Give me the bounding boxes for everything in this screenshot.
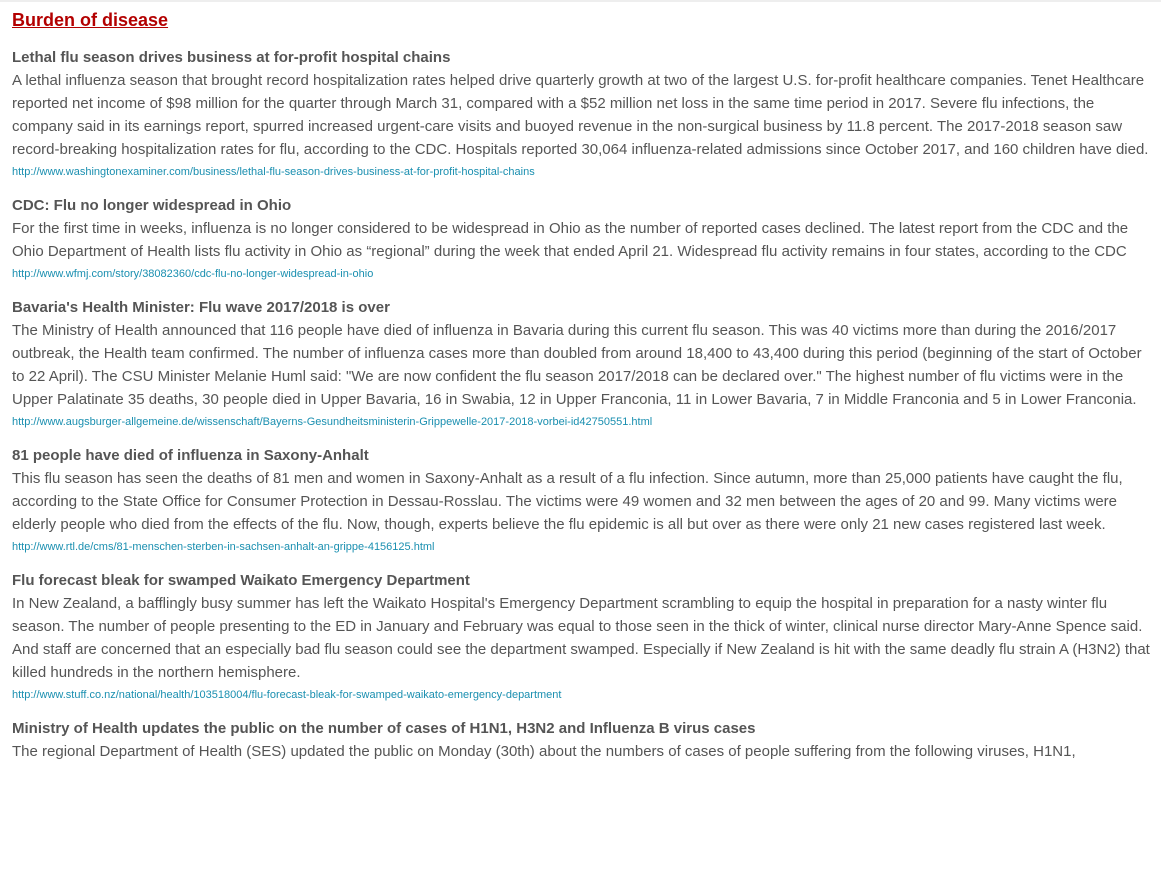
article-body: For the first time in weeks, influenza is no longer considered to be widespread in Ohio as the number of reported cases declined. The latest report from the CDC and the Ohio Department of Health lists flu activity in Ohio as “regional” during the week that ended April 21. Widespread flu activity remains in four states, according to the CDC — [12, 220, 1129, 260]
article-item — [12, 717, 1152, 763]
article-item — [12, 296, 1152, 430]
article-title: 81 people have died of influenza in Saxony-Anhalt — [12, 447, 369, 464]
article-item — [12, 194, 1152, 282]
article-source-link[interactable]: http://www.rtl.de/cms/81-menschen-sterben-in-sachsen-anhalt-an-grippe-4156125.html — [12, 541, 435, 553]
article-body: A lethal influenza season that brought record hospitalization rates helped drive quarterly growth at two of the largest U.S. for-profit healthcare companies. Tenet Healthcare reported net income of $98 million for the quarter through March 31, compared with a $52 million net loss in the same time period in 2017. Severe flu infections, the company said in its earnings report, spurred increased urgent-care visits and buoyed revenue in the non-surgical business by 11.8 percent. The 2017-2018 season saw record-breaking hospitalization rates for flu, according to the CDC. Hospitals reported 30,064 influenza-related admissions since October 2017, and 160 children have died. — [12, 72, 1149, 158]
article-body: This flu season has seen the deaths of 81 men and women in Saxony-Anhalt as a result of a flu infection. Since autumn, more than 25,000 patients have caught the flu, according to the State Office for Consumer Protection in Dessau-Rosslau. The victims were 49 women and 32 men between the ages of 20 and 99. Many victims were elderly people who died from the effects of the flu. Now, though, experts believe the flu epidemic is all but over as there were only 21 new cases registered last week. — [12, 470, 1123, 533]
article-title: Flu forecast bleak for swamped Waikato Emergency Department — [12, 572, 470, 589]
article-body: The Ministry of Health announced that 116 people have died of influenza in Bavaria during this current flu season. This was 40 victims more than during the 2016/2017 outbreak, the Health team confirmed. The number of influenza cases more than doubled from around 18,400 to 43,400 during this period (beginning of the start of October to 22 April). The CSU Minister Melanie Huml said: "We are now confident the flu season 2017/2018 can be declared over." The highest number of flu victims were in the Upper Palatinate 35 deaths, 30 people died in Upper Bavaria, 16 in Swabia, 12 in Upper Franconia, 11 in Lower Bavaria, 7 in Middle Franconia and 5 in Lower Franconia. — [12, 322, 1142, 408]
article-title: Lethal flu season drives business at for-profit hospital chains — [12, 49, 451, 66]
article-source-link[interactable]: http://www.wfmj.com/story/38082360/cdc-flu-no-longer-widespread-in-ohio — [12, 268, 374, 280]
article-body: The regional Department of Health (SES) updated the public on Monday (30th) about the numbers of cases of people suffering from the following viruses, H1N1, — [12, 743, 1076, 760]
article-item — [12, 46, 1152, 180]
article-source-link[interactable]: http://www.augsburger-allgemeine.de/wissenschaft/Bayerns-Gesundheitsministerin-Grippewelle-2017-2018-vorbei-id42750551.html — [12, 416, 653, 428]
article-source-link[interactable]: http://www.washingtonexaminer.com/business/lethal-flu-season-drives-business-at-for-profit-hospital-chains — [12, 166, 535, 178]
article-item — [12, 569, 1152, 703]
article-body: In New Zealand, a bafflingly busy summer has left the Waikato Hospital's Emergency Department scrambling to equip the hospital in preparation for a nasty winter flu season. The number of people presenting to the ED in January and February was equal to those seen in the thick of winter, clinical nurse director Mary-Anne Spence said. And staff are concerned that an especially bad flu season could see the department swamped. Especially if New Zealand is hit with the same deadly flu strain A (H3N2) that killed hundreds in the northern hemisphere. — [12, 595, 1150, 681]
article-title: Bavaria's Health Minister: Flu wave 2017/2018 is over — [12, 299, 390, 316]
article-title: Ministry of Health updates the public on the number of cases of H1N1, H3N2 and Influenza B virus cases — [12, 720, 756, 737]
article-source-link[interactable]: http://www.stuff.co.nz/national/health/103518004/flu-forecast-bleak-for-swamped-waikato-emergency-department — [12, 689, 562, 701]
article-list — [12, 46, 1152, 777]
section-title-link[interactable]: Burden of disease — [12, 10, 169, 30]
article-title: CDC: Flu no longer widespread in Ohio — [12, 197, 292, 214]
top-divider — [0, 0, 1161, 2]
article-item — [12, 444, 1152, 555]
